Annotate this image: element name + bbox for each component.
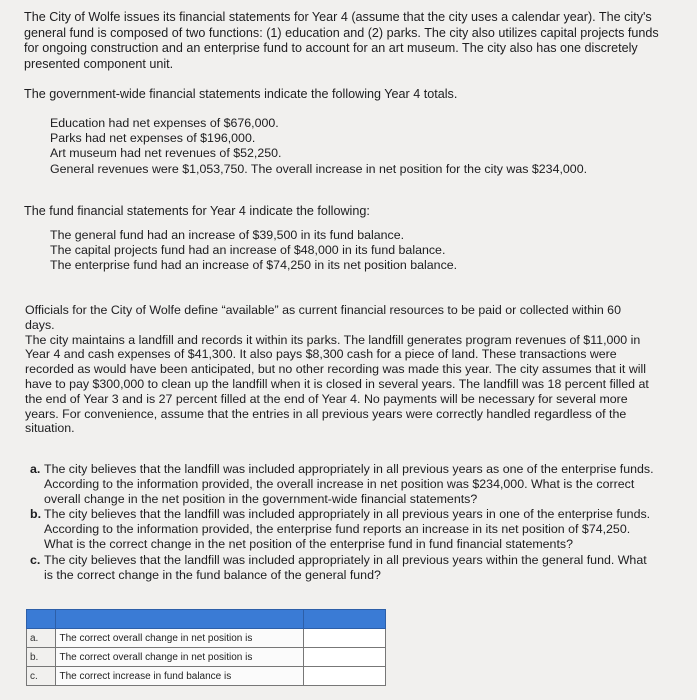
answer-table-header <box>27 610 386 629</box>
question-line: According to the information provided, the overall increase in net position was $234,000. What is the correct <box>44 477 635 492</box>
intro-line: presented component unit. <box>24 56 174 71</box>
govwide-title: The government-wide financial statements indicate the following Year 4 totals. <box>24 87 458 101</box>
answer-row-label: The correct overall change in net position is <box>56 629 303 648</box>
question-line: is the correct change in the fund balance of the general fund? <box>44 567 381 582</box>
officials-line: situation. <box>25 421 75 436</box>
question-b <box>30 507 690 552</box>
answer-row-letter: b. <box>27 648 56 667</box>
officials-line: Year 4 and cash expenses of $41,300. It also pays $8,300 cash for a piece of land. These transactions were <box>25 347 617 362</box>
question-letter: a. <box>30 462 41 476</box>
intro-paragraph <box>24 10 688 72</box>
govwide-list <box>50 116 587 177</box>
question-line: The city believes that the landfill was included appropriately in all previous years within the general fund. What <box>44 552 647 567</box>
govwide-item: Education had net expenses of $676,000. <box>50 116 279 130</box>
govwide-item: General revenues were $1,053,750. The overall increase in net position for the city was $234,000. <box>50 161 588 176</box>
answer-table <box>26 609 386 686</box>
question-line: According to the information provided, the enterprise fund reports an increase in its net position of $74,250. <box>44 522 631 537</box>
intro-line: general fund is composed of two functions: (1) education and (2) parks. The city also utilizes capital projects funds <box>24 25 659 40</box>
question-line: What is the correct change in the net position of the enterprise fund in fund financial statements? <box>44 537 573 552</box>
officials-line: The city maintains a landfill and records it within its parks. The landfill generates program revenues of $11,000 in <box>25 332 641 347</box>
fund-list <box>50 228 457 274</box>
govwide-item: Parks had net expenses of $196,000. <box>50 131 256 146</box>
question-list <box>30 462 690 583</box>
question-a <box>30 462 690 507</box>
question-letter: b. <box>30 507 42 522</box>
answer-row-label: The correct increase in fund balance is <box>56 667 303 686</box>
officials-line: the end of Year 3 and is 27 percent filled at the end of Year 4. No payments will be necessary for several more <box>25 391 628 406</box>
answer-row-letter: a. <box>27 629 56 648</box>
fund-item: The capital projects fund had an increase of $48,000 in its fund balance. <box>50 243 446 258</box>
fund-item: The enterprise fund had an increase of $74,250 in its net position balance. <box>50 258 458 273</box>
answer-row-c <box>27 667 386 686</box>
fund-item: The general fund had an increase of $39,500 in its fund balance. <box>50 228 405 242</box>
answer-input-b[interactable] <box>304 648 389 666</box>
answer-row-label: The correct overall change in net position is <box>56 648 303 667</box>
fund-title: The fund financial statements for Year 4 indicate the following: <box>24 204 370 218</box>
question-line: The city believes that the landfill was included appropriately in all previous years in one of the enterprise funds. <box>44 507 651 522</box>
question-line: The city believes that the landfill was included appropriately in all previous years as one of the enterprise funds. <box>44 462 654 476</box>
officials-paragraph <box>25 303 689 436</box>
intro-line: for ongoing construction and an enterprise fund to account for an art museum. The city also has one discretely <box>24 41 638 56</box>
officials-line: Officials for the City of Wolfe define “available” as current financial resources to be paid or collected within 60 <box>25 303 621 317</box>
govwide-item: Art museum had net revenues of $52,250. <box>50 146 282 161</box>
officials-line: have to pay $300,000 to clean up the landfill when it is closed in several years. The landfill was 18 percent filled at <box>25 376 649 391</box>
officials-line: days. <box>25 317 55 332</box>
officials-line: years. For convenience, assume that the entries in all previous years were correctly handled regardless of the <box>25 406 627 421</box>
answer-row-a <box>27 629 386 648</box>
question-line: overall change in the net position in the government-wide financial statements? <box>44 492 478 507</box>
officials-line: recorded as would have been anticipated, but no other recording was made this year. The city assumes that it will <box>25 362 647 377</box>
question-c <box>30 553 690 583</box>
answer-row-letter: c. <box>27 667 56 686</box>
answer-row-b <box>27 648 386 667</box>
intro-line: The City of Wolfe issues its financial statements for Year 4 (assume that the city uses a calendar year). The city's <box>24 10 652 24</box>
answer-input-a[interactable] <box>304 629 389 647</box>
question-letter: c. <box>30 552 41 567</box>
answer-input-c[interactable] <box>304 667 389 685</box>
